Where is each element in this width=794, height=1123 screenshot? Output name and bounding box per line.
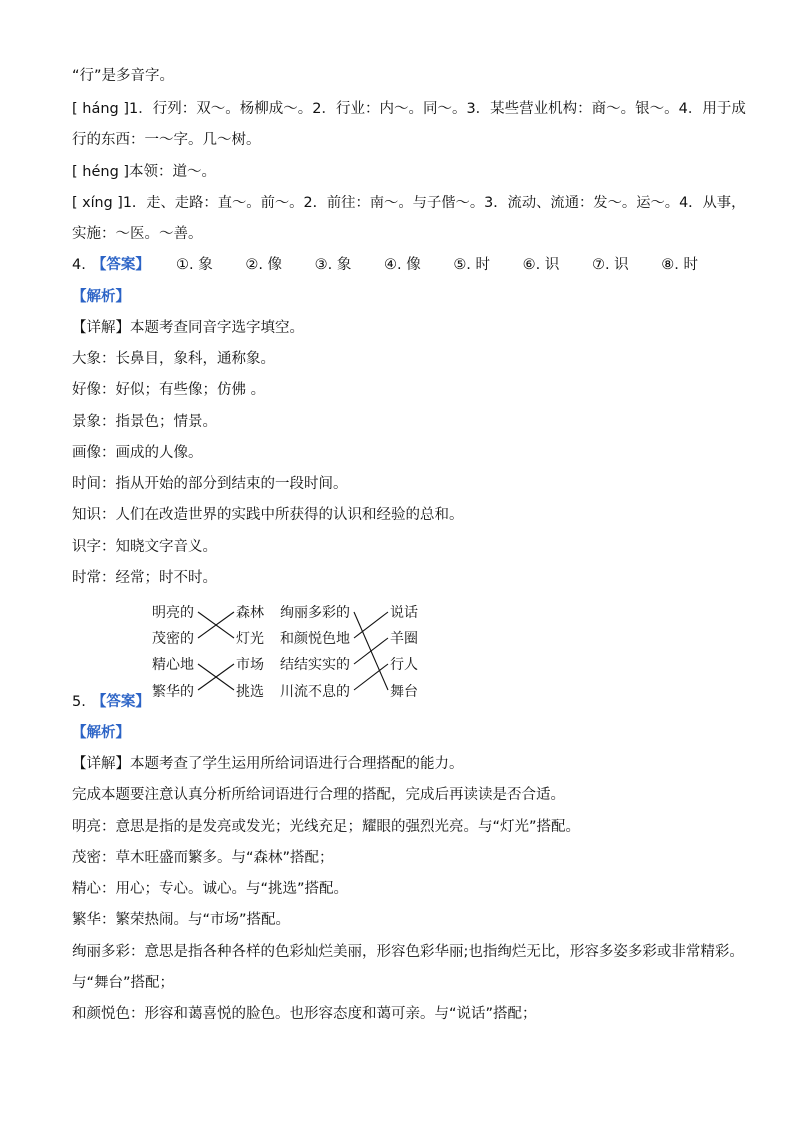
match-word: 茂密的	[152, 631, 194, 647]
q4-line-2: 好像：好似；有些像；仿佛 。	[72, 382, 266, 398]
match-word: 舞台	[390, 684, 418, 700]
match-word: 说话	[390, 605, 418, 621]
match-lines	[198, 612, 388, 690]
q4-line-3: 景象：指景色；情景。	[72, 414, 217, 430]
q4-answer-header	[72, 255, 150, 275]
match-word: 森林	[236, 605, 264, 621]
q4-answer-5: ⑤. 时	[453, 257, 491, 273]
poly-hang-line2: 行的东西：一～字。几～树。	[72, 132, 261, 148]
q4-line-6: 知识：人们在改造世界的实践中所获得的认识和经验的总和。	[72, 507, 464, 523]
match-right1	[236, 604, 264, 700]
match-word: 羊圈	[390, 631, 418, 647]
q4-line-8: 时常：经常；时不时。	[72, 570, 217, 586]
match-word: 灯光	[236, 631, 264, 647]
q5-line-6: 绚丽多彩：意思是指各种各样的色彩灿烂美丽，形容色彩华丽;也指绚烂无比，形容多姿多彩或非常精彩。	[72, 944, 744, 960]
q4-answer-3: ③. 象	[314, 257, 352, 273]
poly-xing-line1: [ xíng ]1．走、走路：直～。前～。2．前往：南～。与子偕～。3．流动、流通：发～。运～。4．从事，	[72, 195, 746, 211]
q5-line-7: 与“舞台”搭配；	[72, 975, 175, 991]
q4-line-7: 识字：知晓文字音义。	[72, 539, 217, 555]
q4-line-4: 画像：画成的人像。	[72, 445, 203, 461]
q4-answer-7: ⑦. 识	[591, 257, 629, 273]
match-line	[354, 638, 388, 664]
q5-line-3: 茂密：草木旺盛而繁多。与“森林”搭配；	[72, 850, 334, 866]
q4-detail: 【详解】本题考查同音字选字填空。	[72, 320, 304, 336]
q4-answer-6: ⑥. 识	[522, 257, 560, 273]
q5-answer-header	[72, 692, 150, 712]
match-word: 挑选	[236, 684, 264, 700]
poly-heng: [ héng ]本领：道～。	[72, 164, 217, 180]
poly-intro: “行”是多音字。	[72, 68, 175, 84]
q4-answer-label: 【答案】	[91, 257, 150, 273]
q4-answer-4: ④. 像	[383, 257, 421, 273]
q5-line-8: 和颜悦色：形容和蔼喜悦的脸色。也形容态度和蔼可亲。与“说话”搭配；	[72, 1006, 537, 1022]
match-word: 结结实实的	[280, 657, 350, 673]
q5-answer-label: 【答案】	[91, 694, 150, 710]
q4-answer-1: ①. 象	[176, 257, 213, 273]
q4-line-5: 时间：指从开始的部分到结束的一段时间。	[72, 476, 348, 492]
q5-line-5: 繁华：繁荣热闹。与“市场”搭配。	[72, 912, 291, 928]
q4-line-1: 大象：长鼻目，象科，通称象。	[72, 351, 275, 367]
match-word: 繁华的	[152, 684, 194, 700]
q4-answers	[176, 255, 726, 275]
q5-detail: 【详解】本题考查了学生运用所给词语进行合理搭配的能力。	[72, 756, 464, 772]
match-left1	[152, 605, 194, 700]
q5-matching-diagram	[150, 600, 430, 704]
match-word: 精心地	[152, 657, 194, 673]
poly-xing-line2: 实施：～医。～善。	[72, 226, 203, 242]
match-word: 明亮的	[152, 605, 194, 621]
q4-number: 4.	[72, 257, 86, 273]
q5-line-2: 明亮：意思是指的是发亮或发光；光线充足；耀眼的强烈光亮。与“灯光”搭配。	[72, 819, 581, 835]
match-right2	[390, 605, 418, 700]
q5-line-1: 完成本题要注意认真分析所给词语进行合理的搭配，完成后再读读是否合适。	[72, 787, 565, 803]
match-word: 和颜悦色地	[280, 631, 350, 647]
q5-analysis-label: 【解析】	[72, 725, 130, 741]
q4-analysis-label: 【解析】	[72, 289, 130, 305]
poly-hang-line1: [ háng ]1．行列：双～。杨柳成～。2．行业：内～。同～。3．某些营业机构：商～。银～。4．用于成	[72, 101, 746, 117]
match-left2	[280, 605, 350, 700]
match-word: 行人	[390, 657, 418, 673]
match-word: 川流不息的	[280, 684, 350, 700]
q5-number: 5.	[72, 694, 86, 710]
q5-line-4: 精心：用心；专心。诚心。与“挑选”搭配。	[72, 881, 349, 897]
match-word: 市场	[236, 657, 264, 673]
match-word: 绚丽多彩的	[280, 605, 350, 621]
q4-answer-2: ②. 像	[245, 257, 283, 273]
q4-answer-8: ⑧. 时	[661, 257, 699, 273]
